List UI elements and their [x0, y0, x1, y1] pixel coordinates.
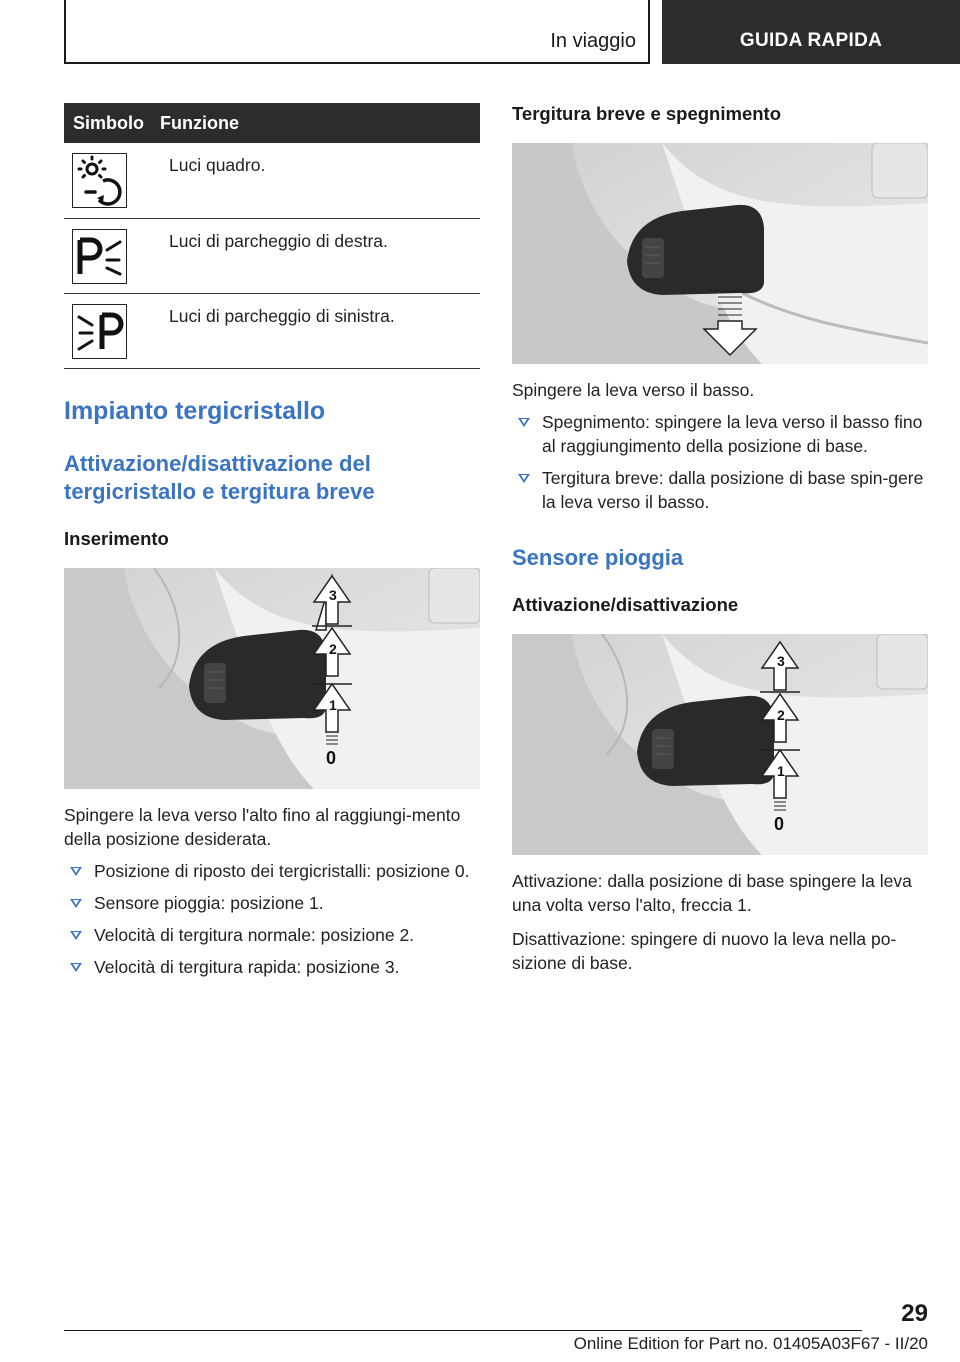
rain-sensor-lever-illustration: [512, 634, 928, 855]
list-item: Velocità di tergitura rapida: posizione 3.: [64, 955, 480, 979]
table-cell-function: Luci quadro.: [160, 143, 480, 218]
instrument-lights-icon: [72, 153, 127, 208]
bullet-triangle-icon: [70, 867, 82, 876]
left-column: [64, 103, 480, 979]
table-row: [64, 293, 480, 368]
lever-position-label: 3: [329, 586, 337, 603]
list-item: Tergitura breve: dalla posizione di base spin-gere la leva verso il basso.: [512, 466, 928, 514]
bullet-triangle-icon: [518, 474, 530, 483]
table-header-symbol: Simbolo: [64, 103, 160, 143]
table-row: [64, 143, 480, 218]
table-row: [64, 218, 480, 293]
parking-light-left-icon: [72, 304, 127, 359]
heading-attivazione: Attivazione/disattivazione: [512, 594, 739, 615]
lever-position-label: 1: [777, 763, 785, 779]
paragraph-push-down: Spingere la leva verso il basso.: [512, 380, 755, 400]
table-cell-function: Luci di parcheggio di sinistra.: [160, 293, 480, 368]
wiper-off-list: [512, 410, 928, 514]
bullet-triangle-icon: [518, 418, 530, 427]
paragraph-deactivation: Disattivazione: spingere di nuovo la leva nella po-sizione di base.: [512, 929, 897, 973]
bullet-triangle-icon: [70, 963, 82, 972]
lever-position-label: 2: [329, 640, 337, 657]
heading-inserimento: Inserimento: [64, 527, 169, 549]
list-item: Velocità di tergitura normale: posizione 2.: [64, 923, 480, 947]
bullet-triangle-icon: [70, 931, 82, 940]
wiper-lever-down-illustration: [512, 143, 928, 364]
wiper-positions-list: [64, 859, 480, 979]
section-title-wiper: Impianto tergicristallo: [64, 396, 326, 425]
header-chapter-tab[interactable]: GUIDA RAPIDA: [662, 0, 960, 64]
lever-position-label: 0: [774, 814, 785, 834]
lever-position-label: 3: [777, 653, 785, 669]
header-section-label: In viaggio: [550, 30, 636, 52]
right-column: [512, 103, 928, 975]
symbol-table: [64, 103, 480, 369]
header-separator: [648, 0, 650, 64]
bullet-triangle-icon: [70, 899, 82, 908]
table-header-function: Funzione: [160, 103, 480, 143]
parking-light-right-icon: [72, 229, 127, 284]
lever-position-label: 1: [329, 696, 337, 713]
list-item: Sensore pioggia: posizione 1.: [64, 891, 480, 915]
header-bottom-rule: [64, 62, 650, 64]
header-left-rule: [64, 0, 66, 64]
section-title-rain-sensor: Sensore pioggia: [512, 545, 684, 570]
footer-edition: Online Edition for Part no. 01405A03F67 - II/20: [573, 1334, 928, 1353]
paragraph-activation: Attivazione: dalla posizione di base spingere la leva una volta verso l'alto, freccia 1.: [512, 871, 912, 915]
list-item: Spegnimento: spingere la leva verso il basso fino al raggiungimento della posizione di base.: [512, 410, 928, 458]
page-number: 29: [901, 1300, 928, 1327]
footer-rule: [64, 1330, 862, 1331]
paragraph-inserimento: Spingere la leva verso l'alto fino al raggiungi-mento della posizione desiderata.: [64, 804, 461, 849]
lever-position-label: 0: [326, 747, 337, 768]
table-cell-function: Luci di parcheggio di destra.: [160, 218, 480, 293]
subsection-title-wiper-activation: Attivazione/disattivazione del tergicristallo e tergitura breve: [64, 450, 375, 504]
wiper-lever-up-illustration: [64, 568, 480, 789]
list-item: Posizione di riposto dei tergicristalli: posizione 0.: [64, 859, 480, 883]
heading-tergitura-breve: Tergitura breve e spegnimento: [512, 103, 781, 124]
lever-position-label: 2: [777, 707, 785, 723]
